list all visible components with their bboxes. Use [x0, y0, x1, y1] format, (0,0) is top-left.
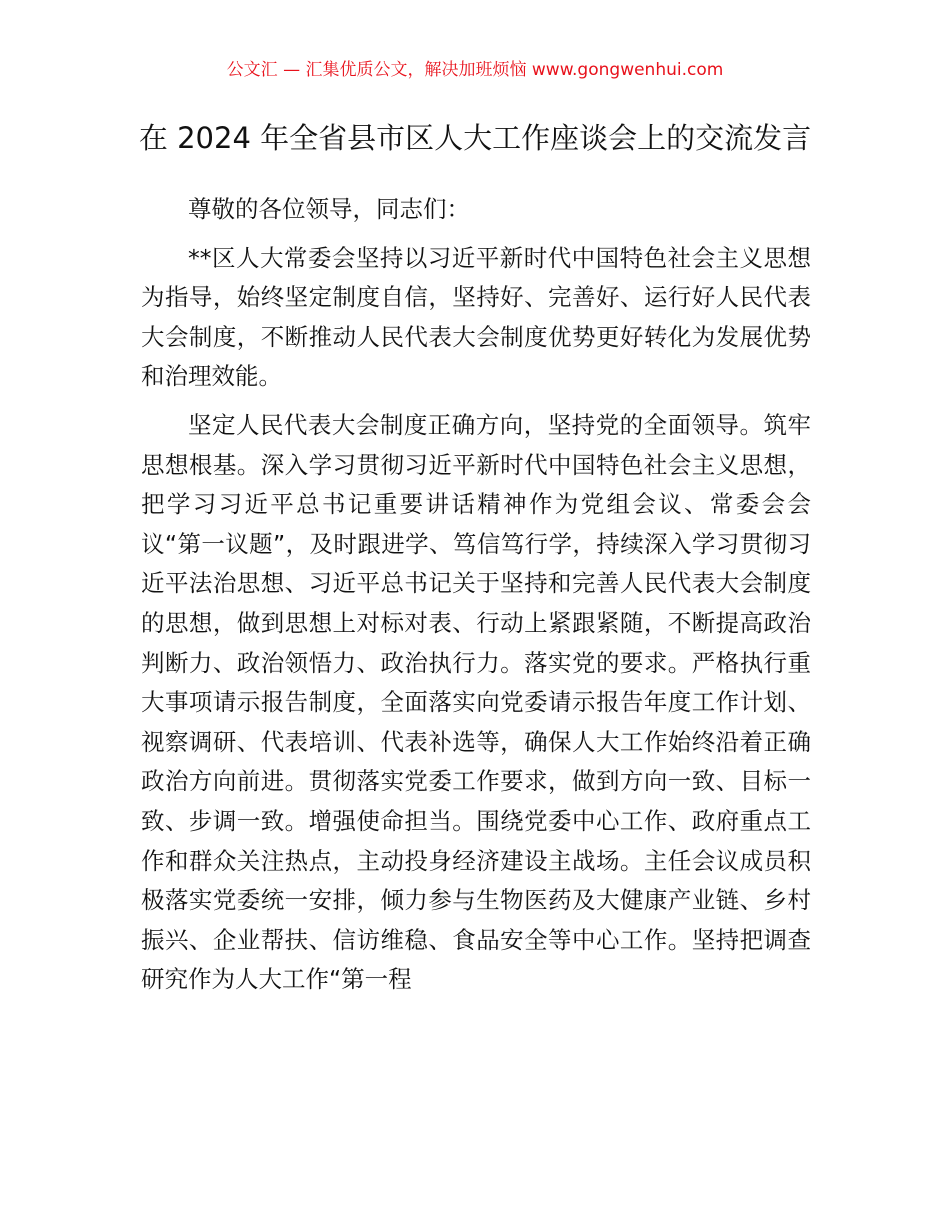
- paragraph-1: **区人大常委会坚持以习近平新时代中国特色社会主义思想为指导，始终坚定制度自信，坚持好、完善好、运行好人民代表大会制度，不断推动人民代表大会制度优势更好转化为发展优势和治理效能。: [141, 243, 811, 391]
- site-header-banner: 公文汇 — 汇集优质公文，解决加班烦恼 www.gongwenhui.com: [226, 60, 724, 80]
- paragraph-2: 坚定人民代表大会制度正确方向，坚持党的全面领导。筑牢思想根基。深入学习贯彻习近平新时代中国特色社会主义思想，把学习习近平总书记重要讲话精神作为党组会议、常委会会议“第一议题”，及时跟进学、笃信笃行学，持续深入学习贯彻习近平法治思想、习近平总书记关于坚持和完善人民代表大会制度的思想，做到思想上对标对表、行动上紧跟紧随，不断提高政治判断力、政治领悟力、政治执行力。落实党的要求。严格执行重大事项请示报告制度，全面落实向党委请示报告年度工作计划、视察调研、代表培训、代表补选等，确保人大工作始终沿着正确政治方向前进。贯彻落实党委工作要求，做到方向一致、目标一致、步调一致。增强使命担当。围绕党委中心工作、政府重点工作和群众关注热点，主动投身经济建设主战场。主任会议成员积极落实党委统一安排，倾力参与生物医药及大健康产业链、乡村振兴、企业帮扶、信访维稳、食品安全等中心工作。坚持把调查研究作为人大工作“第一程: [141, 410, 811, 994]
- document-title: 在 2024 年全省县市区人大工作座谈会上的交流发言: [138, 121, 812, 155]
- salutation: 尊敬的各位领导，同志们：: [188, 195, 470, 223]
- document-body: [141, 190, 811, 1000]
